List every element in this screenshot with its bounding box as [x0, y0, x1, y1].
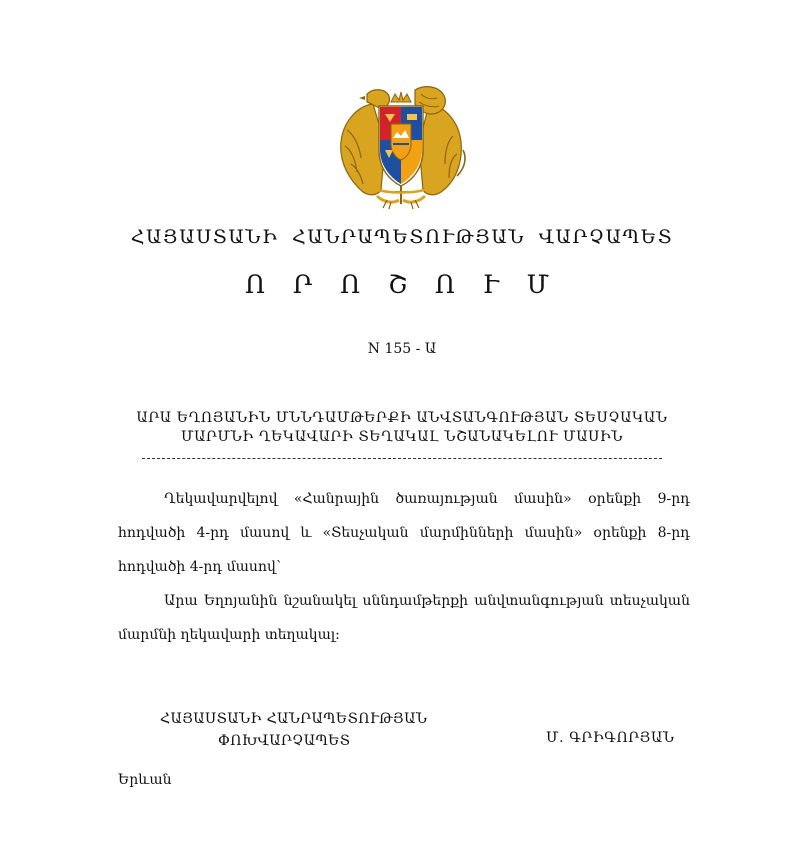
- office-title: ՀԱՅԱՍՏԱՆԻ ՀԱՆՐԱՊԵՏՈՒԹՅԱՆ ՎԱՐՉԱՊԵՏ: [130, 226, 674, 248]
- signatory-name: Մ. ԳՐԻԳՈՐՅԱՆ: [546, 730, 675, 746]
- armenia-coat-of-arms-icon: [333, 84, 469, 210]
- signatory-position: [160, 708, 427, 752]
- subject-line-2: ՄԱՐՄՆԻ ՂԵԿԱՎԱՐԻ ՏԵՂԱԿԱԼ ՆՇԱՆԱԿԵԼՈՒ ՄԱՍԻՆ: [180, 429, 624, 445]
- decree-subject: [110, 409, 694, 447]
- signatory-position-line-1: ՀԱՅԱՍՏԱՆԻ ՀԱՆՐԱՊԵՏՈՒԹՅԱՆ: [160, 711, 428, 727]
- subject-line-1: ԱՐԱ ԵՂՈՅԱՆԻՆ ՄՆՆԴԱՄԹԵՐՔԻ ԱՆՎՏԱՆԳՈՒԹՅԱՆ ՏԵՍՉԱԿԱՆ: [136, 410, 668, 426]
- body-paragraph-1: Ղեկավարվելով «Հանրային ծառայության մասին» օրենքի 9-րդ հոդվածի 4-րդ մասով և «Տեսչական մարմինների մասին» օրենքի 8-րդ հոդվածի 4-րդ մասով՝: [118, 491, 690, 575]
- subject-divider: [142, 458, 662, 459]
- decree-body: [118, 482, 690, 652]
- body-paragraph-2: Արա Եղոյանին նշանակել սննդամթերքի անվտանգության տեսչական մարմնի ղեկավարի տեղակալ:: [118, 593, 690, 643]
- document-type: Ո Ր Ո Շ Ո Ւ Մ: [244, 270, 560, 299]
- city: Երևան: [118, 772, 172, 788]
- signatory-position-line-2: ՓՈԽՎԱՐՉԱՊԵՏ: [218, 733, 351, 749]
- decree-number: N 155 - Ա: [367, 341, 437, 357]
